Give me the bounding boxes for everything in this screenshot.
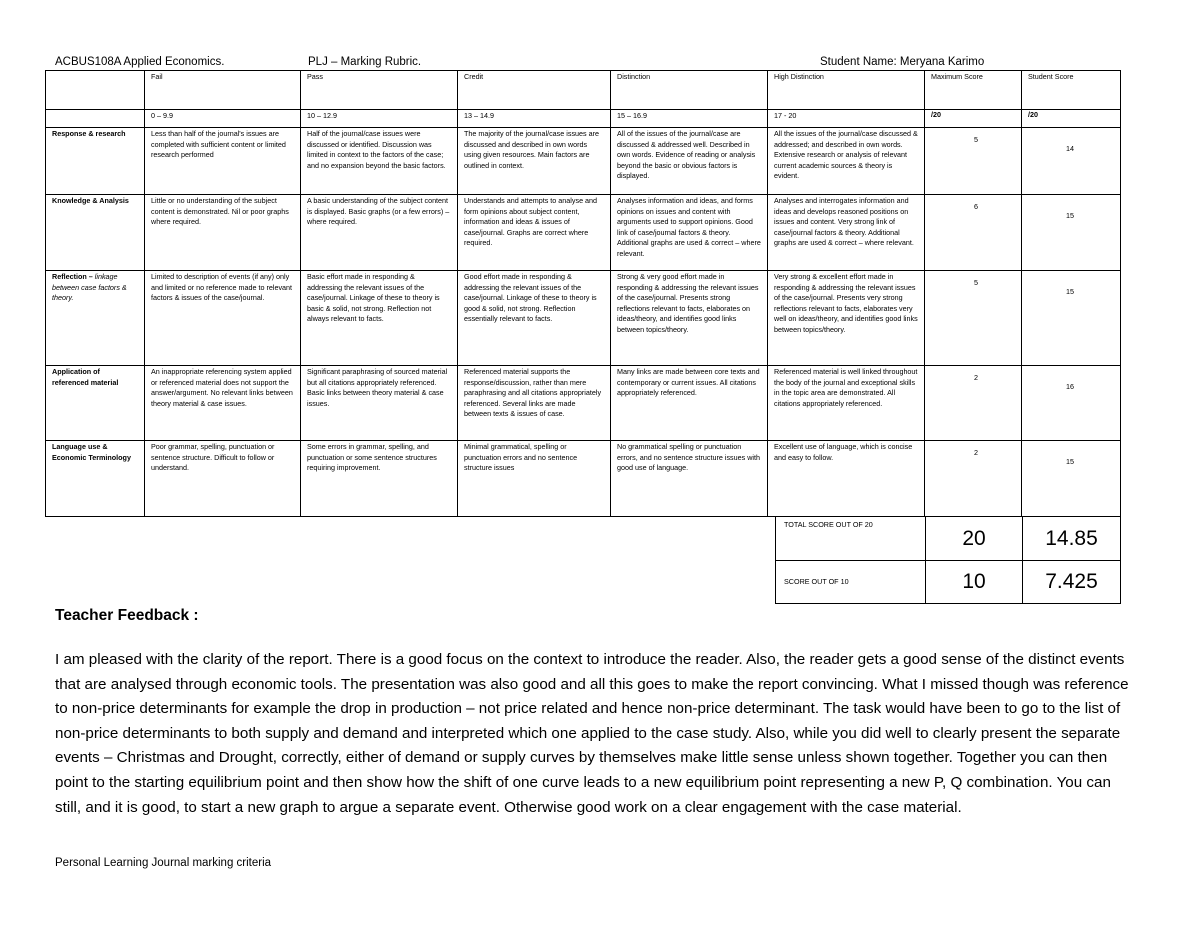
descriptor-cell: Analyses and interrogates information and ideas and develops reasoned positions on issues and content. Very strong link of case/journal factors & theory. Additional graphs are used & correct – where relevant. xyxy=(768,195,925,271)
max-score: 2 xyxy=(974,373,978,382)
student-score: 15 xyxy=(1066,211,1074,220)
student-score: 15 xyxy=(1066,287,1074,296)
grade-header-row xyxy=(46,71,1121,110)
descriptor-cell: Understands and attempts to analyse and form opinions about subject content, information and ideas & issues of case/journal. Graphs are correct where required. xyxy=(458,195,611,271)
descriptor-cell: The majority of the journal/case issues are discussed and described in own words using given resources. Main factors are outlined in context. xyxy=(458,128,611,195)
descriptor-cell: All of the issues of the journal/case are discussed & addressed well. Described in own words. Evidence of reading or analysis beyond the basic or obvious factors is displayed. xyxy=(611,128,768,195)
student-score-cell xyxy=(1022,366,1121,441)
rubric-row-language-use xyxy=(46,441,1121,517)
descriptor-cell: A basic understanding of the subject content is displayed. Basic graphs (or a few errors) – where required. xyxy=(301,195,458,271)
student-out-of: /20 xyxy=(1022,110,1121,128)
maximum-out-of: /20 xyxy=(925,110,1022,128)
max-score-cell xyxy=(925,441,1022,517)
rubric-title: PLJ – Marking Rubric. xyxy=(308,56,422,68)
descriptor-cell: Very strong & excellent effort made in responding & addressing the relevant issues of the case/journal. Presents very strong reflections relevant to facts, elaborates very well on ideas/theory, and identifies good links between topics/theory. xyxy=(768,271,925,366)
max-score: 6 xyxy=(974,202,978,211)
max-score-cell xyxy=(925,128,1022,195)
criterion-label xyxy=(46,441,145,517)
descriptor-cell: Referenced material supports the response/discussion, rather than mere paraphrasing and all citations appropriately referenced. Several links are made between texts & issues of case. xyxy=(458,366,611,441)
criterion-name: Reflection – xyxy=(52,272,93,281)
criterion-name: Response & research xyxy=(52,129,126,138)
criterion-label xyxy=(46,195,145,271)
descriptor-cell: Limited to description of events (if any) only and limited or no reference made to relevant factors & issues of the case/journal. xyxy=(145,271,301,366)
score-out-of-ten-label: SCORE OUT OF 10 xyxy=(776,561,926,604)
maximum-score-header: Maximum Score xyxy=(925,71,1022,110)
descriptor-cell: No grammatical spelling or punctuation errors, and no sentence structure issues with good use of language. xyxy=(611,441,768,517)
descriptor-cell: Basic effort made in responding & addressing the relevant issues of the case/journal. Linkage of these to theory is basic & solid, not strong. Reflection not always relevant to facts. xyxy=(301,271,458,366)
descriptor-cell: Less than half of the journal's issues are completed with sufficient content or limited research performed xyxy=(145,128,301,195)
total-score-row xyxy=(776,517,1121,561)
descriptor-cell: Poor grammar, spelling, punctuation or sentence structure. Difficult to follow or understand. xyxy=(145,441,301,517)
grade-range: 17 - 20 xyxy=(768,110,925,128)
criterion-label xyxy=(46,128,145,195)
corner-cell xyxy=(46,110,145,128)
score-totals-table xyxy=(775,516,1121,604)
descriptor-cell: Analyses information and ideas, and forms opinions on issues and content with arguments used to support opinions. Good link of case/journal factors & theory. Additional graphs are used & correct – where relevant. xyxy=(611,195,768,271)
max-score-cell xyxy=(925,271,1022,366)
total-max-value: 20 xyxy=(926,517,1023,561)
student-score-header: Student Score xyxy=(1022,71,1121,110)
criterion-name: Knowledge & Analysis xyxy=(52,196,129,205)
student-score-cell xyxy=(1022,441,1121,517)
rubric-row-response-research xyxy=(46,128,1121,195)
max-score: 5 xyxy=(974,135,978,144)
descriptor-cell: An inappropriate referencing system applied or referenced material does not support the answer/argument. No relevant links between theory material & case issues. xyxy=(145,366,301,441)
total-score-value: 14.85 xyxy=(1023,517,1121,561)
student-score-cell xyxy=(1022,195,1121,271)
descriptor-cell: Referenced material is well linked throughout the body of the journal and exceptional skills in the topic area are demonstrated. All citations appropriately referenced. xyxy=(768,366,925,441)
student-score: 15 xyxy=(1066,457,1074,466)
course-code: ACBUS108A Applied Economics. xyxy=(55,56,225,68)
criterion-name: Language use & Economic Terminology xyxy=(52,442,131,462)
student-score: 14 xyxy=(1066,144,1074,153)
grade-label: Fail xyxy=(145,71,301,110)
feedback-heading: Teacher Feedback : xyxy=(55,607,199,624)
total-score-label: TOTAL SCORE OUT OF 20 xyxy=(776,517,926,561)
feedback-body: I am pleased with the clarity of the report. There is a good focus on the context to introduce the reader. Also, the reader gets a good sense of the distinct events that are analysed through economic tools. The presentation was also good and all this goes to make the report convincing. What I missed though was reference to non-price determinants for example the drop in production – not price related and hence non-price determinant. The task would have been to go to the list of non-price determinants to both supply and demand and interpreted which one applied to the case study. Also, while you did well to clearly present the separate events – Christmas and Drought, correctly, either of demand or supply curves by themselves make little sense unless shown together. Together you can then point to the starting equilibrium point and then show how the shift of one curve leads to a new equilibrium point representing a new P, Q combination. You can still, and it is good, to start a new graph to argue a separate event. Otherwise good work on a clear engagement with the case material. xyxy=(55,651,1129,816)
grade-range: 0 – 9.9 xyxy=(145,110,301,128)
max-score: 2 xyxy=(974,448,978,457)
student-score: 16 xyxy=(1066,382,1074,391)
corner-cell xyxy=(46,71,145,110)
range-row xyxy=(46,110,1121,128)
student-name: Student Name: Meryana Karimo xyxy=(820,56,985,68)
descriptor-cell: Good effort made in responding & addressing the relevant issues of the case/journal. Linkage of these to theory is good & solid, not strong. Reflection essentially relevant to facts. xyxy=(458,271,611,366)
descriptor-cell: Significant paraphrasing of sourced material but all citations appropriately referenced. Basic links between theory material & case issues. xyxy=(301,366,458,441)
grade-range: 13 – 14.9 xyxy=(458,110,611,128)
descriptor-cell: Excellent use of language, which is concise and easy to follow. xyxy=(768,441,925,517)
grade-label: Credit xyxy=(458,71,611,110)
descriptor-cell: Little or no understanding of the subject content is demonstrated. Nil or poor graphs where required. xyxy=(145,195,301,271)
descriptor-cell: Minimal grammatical, spelling or punctuation errors and no sentence structure issues xyxy=(458,441,611,517)
grade-range: 15 – 16.9 xyxy=(611,110,768,128)
descriptor-cell: Half of the journal/case issues were discussed or identified. Discussion was limited in context to the factors of the case; and no expansion beyond the basic factors. xyxy=(301,128,458,195)
grade-label: Distinction xyxy=(611,71,768,110)
rubric-row-knowledge-analysis xyxy=(46,195,1121,271)
grade-label: High Distinction xyxy=(768,71,925,110)
max-score-cell xyxy=(925,366,1022,441)
max-score-cell xyxy=(925,195,1022,271)
student-score-cell xyxy=(1022,128,1121,195)
grade-range: 10 – 12.9 xyxy=(301,110,458,128)
criterion-name: Application of referenced material xyxy=(52,367,119,387)
descriptor-cell: Many links are made between core texts and contemporary or current issues. All citations appropriately referenced. xyxy=(611,366,768,441)
marking-rubric-table xyxy=(45,70,1121,517)
grade-label: Pass xyxy=(301,71,458,110)
score-out-of-ten-row xyxy=(776,561,1121,604)
ten-max-value: 10 xyxy=(926,561,1023,604)
descriptor-cell: All the issues of the journal/case discussed & addressed; and described in own words. Extensive research or analysis of relevant current academic sources & theory is evident. xyxy=(768,128,925,195)
criterion-note: linkage between case factors & theory. xyxy=(52,272,127,303)
ten-score-value: 7.425 xyxy=(1023,561,1121,604)
descriptor-cell: Strong & very good effort made in responding & addressing the relevant issues of the case/journal. Presents strong reflections relevant to facts, elaborates on ideas/theory, and identifies good links between topics/theory. xyxy=(611,271,768,366)
max-score: 5 xyxy=(974,278,978,287)
footer-note: Personal Learning Journal marking criteria xyxy=(55,857,272,869)
rubric-row-reflection xyxy=(46,271,1121,366)
student-score-cell xyxy=(1022,271,1121,366)
criterion-label xyxy=(46,271,145,366)
descriptor-cell: Some errors in grammar, spelling, and punctuation or some sentence structures requiring improvement. xyxy=(301,441,458,517)
rubric-row-application-referenced-material xyxy=(46,366,1121,441)
criterion-label xyxy=(46,366,145,441)
